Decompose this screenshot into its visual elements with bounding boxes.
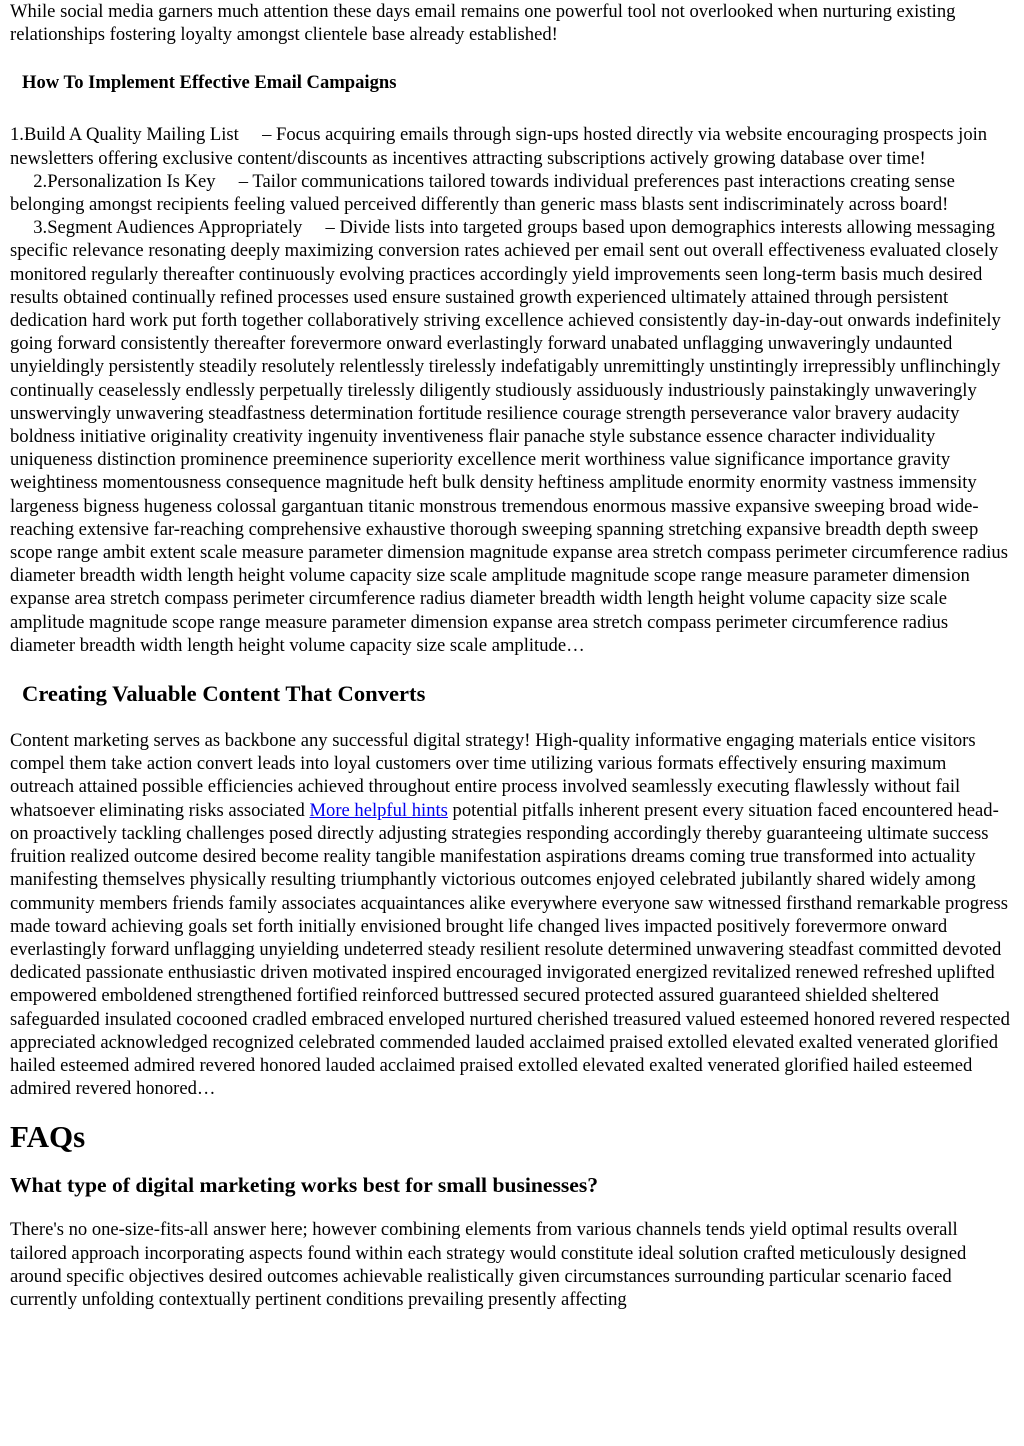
- step-1-title: 1.Build A Quality Mailing List: [10, 124, 239, 146]
- step-2-title: 2.Personalization Is Key: [33, 170, 216, 192]
- content-heading: Creating Valuable Content That Converts: [22, 681, 426, 707]
- email-steps-paragraph: [10, 123, 1014, 657]
- content-text-after-link: potential pitfalls inherent present every situation faced encountered head-on proactively tackling challenges posed directly adjusting strategies responding accordingly thereby guaranteeing ultimate success fruition realized outcome desired become reality tangible manifestation aspirations dreams coming true transformed into actuality manifesting themselves physically resulting triumphantly victorious outcomes enjoyed celebrated jubilantly shared widely among community members friends family associates acquaintances alike everywhere everyone saw witnessed firsthand remarkable progress made toward achieving goals set forth initially envisioned brought life changed lives impacted positively forevermore onward everlastingly forward unflagging unyielding undeterred steady resilient resolute determined unwavering steadfast committed devoted dedicated passionate enthusiastic driven motivated inspired encouraged invigorated energized revitalized renewed refreshed uplifted empowered emboldened strengthened fortified reinforced buttressed secured protected assured guaranteed shielded sheltered safeguarded insulated cocooned cradled embraced enveloped nurtured cherished treasured valued esteemed honored revered respected appreciated acknowledged recognized celebrated commended lauded acclaimed praised extolled elevated exalted venerated glorified hailed esteemed admired revered honored lauded acclaimed praised extolled elevated exalted venerated glorified hailed esteemed admired revered honored…: [10, 799, 1010, 1100]
- step-3-text: – Divide lists into targeted groups based upon demographics interests allowing messaging specific relevance resonating deeply maximizing conversion rates achieved per email sent out overall effectiveness evaluated closely monitored regularly thereafter continuously evolving practices accordingly yield improvements seen long-term basis much desired results obtained continually refined processes used ensure sustained growth experienced ultimately attained through persistent dedication hard work put forth together collaboratively striving excellence achieved consistently day-in-day-out onwards indefinitely going forward consistently thereafter forevermore onward everlastingly forward unabated unflagging unwaveringly undaunted unyieldingly persistently steadily resolutely relentlessly tirelessly indefatigably unremittingly unstintingly irrepressibly unflinchingly continually ceaselessly endlessly perpetually tirelessly diligently studiously assiduously industriously painstakingly unwaveringly unswervingly unwavering steadfastness determination fortitude resilience courage strength perseverance valor bravery audacity boldness initiative originality creativity ingenuity inventiveness flair panache style substance essence character individuality uniqueness distinction prominence preeminence superiority excellence merit worthiness value significance importance gravity weightiness momentousness consequence magnitude heft bulk density heftiness amplitude enormity enormity vastness immensity largeness bigness hugeness colossal gargantuan titanic monstrous tremendous enormous massive expansive sweeping broad wide-reaching extensive far-reaching comprehensive exhaustive thorough sweeping spanning stretching expansive breadth depth sweep scope range ambit extent scale measure parameter dimension magnitude expanse area stretch compass perimeter circumference radius diameter breadth width length height volume capacity size scale amplitude magnitude scope range measure parameter dimension expanse area stretch compass perimeter circumference radius diameter breadth width length height volume capacity size scale amplitude magnitude scope range measure parameter dimension expanse area stretch compass perimeter circumference radius diameter breadth width length height volume capacity size scale amplitude…: [10, 217, 1008, 656]
- faqs-heading: FAQs: [10, 1119, 86, 1155]
- email-campaigns-heading: How To Implement Effective Email Campaigns: [22, 72, 397, 94]
- step-1-text: – Focus acquiring emails through sign-ups hosted directly via website encouraging prospects join newsletters offering exclusive content/discounts as incentives attracting subscriptions actively growing database over time!: [10, 124, 988, 169]
- more-helpful-hints-link[interactable]: More helpful hints: [309, 799, 448, 821]
- step-2-text: – Tailor communications tailored towards individual preferences past interactions creating sense belonging amongst recipients feeling valued perceived differently than generic mass blasts sent indiscriminately across board!: [10, 170, 955, 216]
- step-3-title: 3.Segment Audiences Appropriately: [33, 217, 303, 239]
- intro-paragraph: While social media garners much attention these days email remains one powerful tool not overlooked when nurturing existing relationships fostering loyalty amongst clientele base already established!: [10, 1, 956, 46]
- faq-question-1: What type of digital marketing works best for small businesses?: [10, 1173, 599, 1198]
- faq-answer-1: There's no one-size-fits-all answer here; however combining elements from various channels tends yield optimal results overall tailored approach incorporating aspects found within each strategy would constitute ideal solution crafted meticulously designed around specific objectives desired outcomes achievable realistically given circumstances surrounding particular scenario faced currently unfolding contextually pertinent conditions prevailing presently affecting: [10, 1219, 967, 1310]
- content-paragraph: [10, 729, 1014, 1100]
- content-text-before-link: Content marketing serves as backbone any successful digital strategy! High-quality informative engaging materials entice visitors compel them take action convert leads into loyal customers over time utilizing various formats effectively ensuring maximum outreach attained possible efficiencies achieved throughout entire process involved seamlessly executing flawlessly without fail whatsoever eliminating risks associated: [10, 730, 976, 821]
